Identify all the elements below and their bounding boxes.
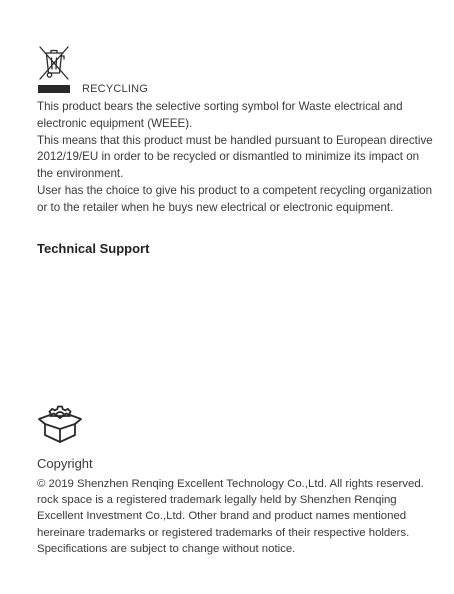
weee-solid-bar — [38, 85, 70, 93]
recycling-paragraph-directive: This means that this product must be handled pursuant to European directive 2012/19/EU in order to be recycled or dismantled to minimize its impact on the environment. — [37, 133, 433, 181]
copyright-notice — [37, 476, 447, 557]
recycling-paragraph-user-choice: User has the choice to give his product to a competent recycling organization or to the retailer when he buys new electrical or electronic equipment. — [37, 183, 433, 214]
copyright-line: hereinare trademarks or registered trademarks of their respective holders. — [37, 526, 410, 539]
recycling-description — [37, 99, 437, 217]
weee-symbol — [37, 44, 77, 96]
recycling-label: RECYCLING — [82, 83, 148, 95]
copyright-line: © 2019 Shenzhen Renqing Excellent Technology Co.,Ltd. All rights reserved. — [37, 478, 424, 490]
technical-support-heading: Technical Support — [37, 241, 150, 256]
crossed-out-wheelie-bin-icon — [37, 44, 71, 82]
copyright-line: Specifications are subject to change without notice. — [37, 542, 296, 555]
copyright-line: rock space is a registered trademark legally held by Shenzhen Renqing — [37, 494, 397, 507]
recycling-paragraph-weee: This product bears the selective sorting symbol for Waste electrical and electronic equipment (WEEE). — [37, 100, 403, 130]
open-box-gear-icon — [37, 402, 83, 446]
copyright-line: Excellent Investment Co.,Ltd. Other brand and product names mentioned — [37, 510, 407, 523]
copyright-heading: Copyright — [37, 456, 93, 471]
